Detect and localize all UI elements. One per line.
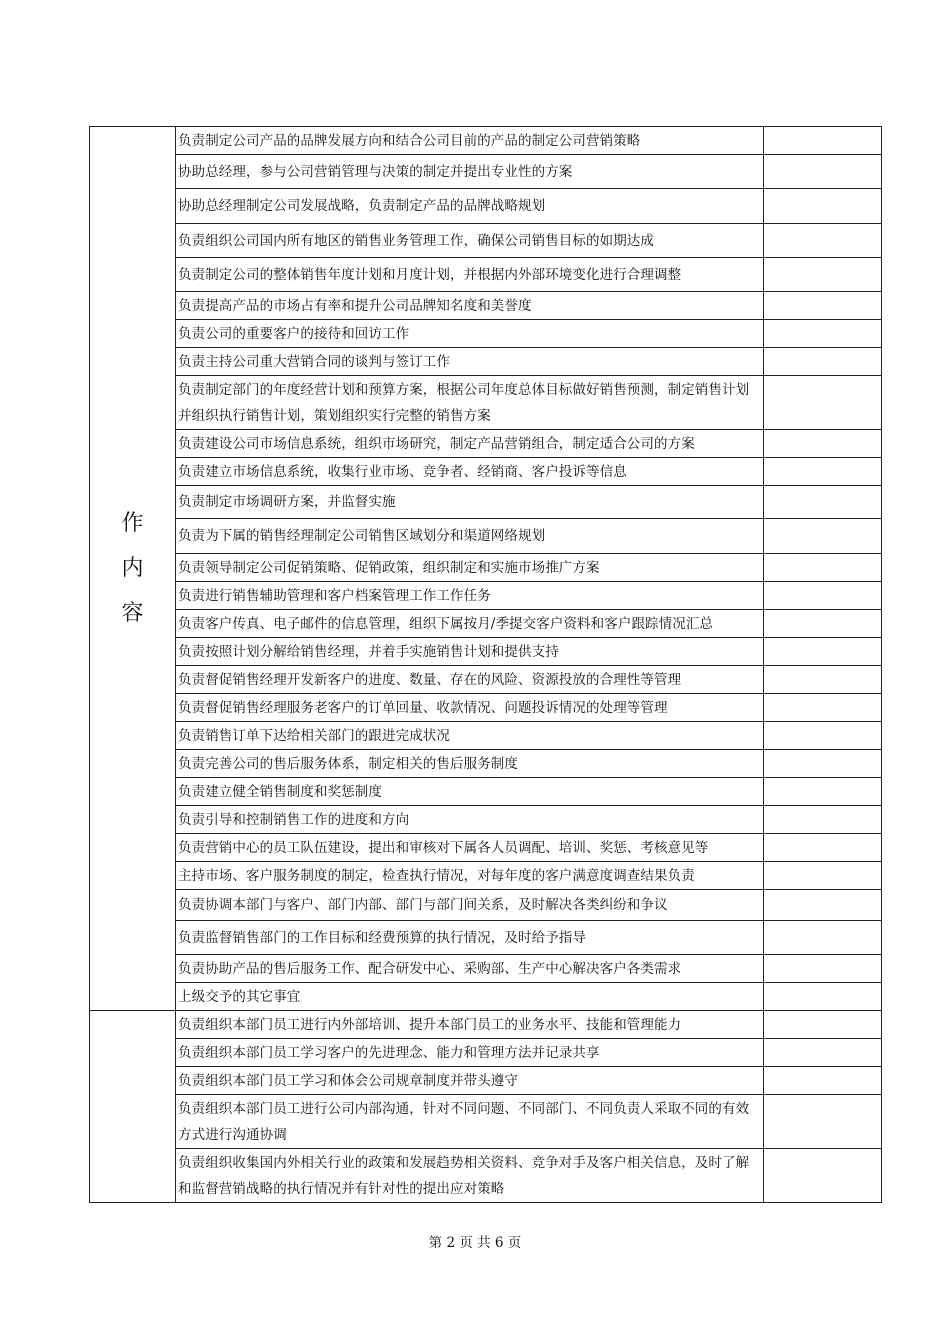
duty-item: 负责建立健全销售制度和奖惩制度: [176, 778, 764, 806]
remark-cell: [764, 1039, 882, 1067]
remark-cell: [764, 983, 882, 1011]
remark-cell: [764, 921, 882, 955]
remark-cell: [764, 638, 882, 666]
remark-cell: [764, 486, 882, 519]
remark-cell: [764, 258, 882, 292]
remark-cell: [764, 778, 882, 806]
duty-item: 负责公司的重要客户的接待和回访工作: [176, 320, 764, 348]
duty-item: 负责督促销售经理服务老客户的订单回量、收款情况、问题投诉情况的处理等管理: [176, 694, 764, 722]
duty-item: 负责协调本部门与客户、部门内部、部门与部门间关系，及时解决各类纠纷和争议: [176, 890, 764, 921]
duty-item: 负责组织本部门员工进行公司内部沟通，针对不同问题、不同部门、不同负责人采取不同的有效方式进行沟通协调: [176, 1095, 764, 1149]
duty-item: 负责制定公司产品的品牌发展方向和结合公司目前的产品的制定公司营销策略: [176, 127, 764, 155]
duty-item: 负责进行销售辅助管理和客户档案管理工作工作任务: [176, 582, 764, 610]
remark-cell: [764, 127, 882, 155]
remark-cell: [764, 224, 882, 258]
duty-item: 负责组织本部门员工学习客户的先进理念、能力和管理方法并记录共享: [176, 1039, 764, 1067]
remark-cell: [764, 750, 882, 778]
remark-cell: [764, 458, 882, 486]
remark-cell: [764, 155, 882, 189]
remark-cell: [764, 862, 882, 890]
duty-item: 负责主持公司重大营销合同的谈判与签订工作: [176, 348, 764, 376]
duty-item: 负责销售订单下达给相关部门的跟进完成状况: [176, 722, 764, 750]
duty-item: 负责监督销售部门的工作目标和经费预算的执行情况，及时给予指导: [176, 921, 764, 955]
remark-cell: [764, 694, 882, 722]
duty-item: 负责完善公司的售后服务体系，制定相关的售后服务制度: [176, 750, 764, 778]
duty-item: 负责督促销售经理开发新客户的进度、数量、存在的风险、资源投放的合理性等管理: [176, 666, 764, 694]
duty-item: 负责引导和控制销售工作的进度和方向: [176, 806, 764, 834]
remark-cell: [764, 610, 882, 638]
duty-item: 协助总经理，参与公司营销管理与决策的制定并提出专业性的方案: [176, 155, 764, 189]
remark-cell: [764, 1011, 882, 1039]
section-title: 作 内 容: [121, 511, 144, 626]
remark-cell: [764, 292, 882, 320]
duty-item: 负责组织本部门员工进行内外部培训、提升本部门员工的业务水平、技能和管理能力: [176, 1011, 764, 1039]
remark-cell: [764, 890, 882, 921]
remark-cell: [764, 189, 882, 224]
remark-cell: [764, 666, 882, 694]
remark-cell: [764, 430, 882, 458]
duty-item: 负责组织本部门员工学习和体会公司规章制度并带头遵守: [176, 1067, 764, 1095]
remark-cell: [764, 376, 882, 430]
duty-item: 主持市场、客户服务制度的制定，检查执行情况，对每年度的客户满意度调查结果负责: [176, 862, 764, 890]
duty-item: 负责提高产品的市场占有率和提升公司品牌知名度和美誉度: [176, 292, 764, 320]
remark-cell: [764, 554, 882, 582]
duty-item: 负责为下属的销售经理制定公司销售区域划分和渠道网络规划: [176, 519, 764, 554]
remark-cell: [764, 806, 882, 834]
remark-cell: [764, 834, 882, 862]
remark-cell: [764, 348, 882, 376]
duty-item: 负责组织公司国内所有地区的销售业务管理工作，确保公司销售目标的如期达成: [176, 224, 764, 258]
duty-item: 负责建设公司市场信息系统，组织市场研究，制定产品营销组合，制定适合公司的方案: [176, 430, 764, 458]
remark-cell: [764, 519, 882, 554]
duty-item: 负责营销中心的员工队伍建设，提出和审核对下属各人员调配、培训、奖惩、考核意见等: [176, 834, 764, 862]
duty-item: 负责领导制定公司促销策略、促销政策，组织制定和实施市场推广方案: [176, 554, 764, 582]
remark-cell: [764, 582, 882, 610]
duty-item: 负责制定市场调研方案，并监督实施: [176, 486, 764, 519]
job-duties-table: [89, 126, 882, 1203]
section-label-cell: [90, 127, 176, 1011]
page-number: 第 2 页 共 6 页: [428, 1235, 522, 1251]
duty-item: 负责组织收集国内外相关行业的政策和发展趋势相关资料、竞争对手及客户相关信息，及时了解和监督营销战略的执行情况并有针对性的提出应对策略: [176, 1149, 764, 1203]
duty-item: 负责制定公司的整体销售年度计划和月度计划，并根据内外部环境变化进行合理调整: [176, 258, 764, 292]
duty-item: 负责客户传真、电子邮件的信息管理，组织下属按月/季提交客户资料和客户跟踪情况汇总: [176, 610, 764, 638]
remark-cell: [764, 1149, 882, 1203]
remark-cell: [764, 1095, 882, 1149]
duty-item: 负责按照计划分解给销售经理，并着手实施销售计划和提供支持: [176, 638, 764, 666]
duty-item: 上级交予的其它事宜: [176, 983, 764, 1011]
remark-cell: [764, 722, 882, 750]
duty-item: 负责建立市场信息系统，收集行业市场、竞争者、经销商、客户投诉等信息: [176, 458, 764, 486]
duty-item: 负责协助产品的售后服务工作、配合研发中心、采购部、生产中心解决客户各类需求: [176, 955, 764, 983]
duty-item: 负责制定部门的年度经营计划和预算方案，根据公司年度总体目标做好销售预测，制定销售计划并组织执行销售计划，策划组织实行完整的销售方案: [176, 376, 764, 430]
duty-item: 协助总经理制定公司发展战略，负责制定产品的品牌战略规划: [176, 189, 764, 224]
remark-cell: [764, 955, 882, 983]
section-label-cell: [90, 1011, 176, 1203]
remark-cell: [764, 1067, 882, 1095]
remark-cell: [764, 320, 882, 348]
